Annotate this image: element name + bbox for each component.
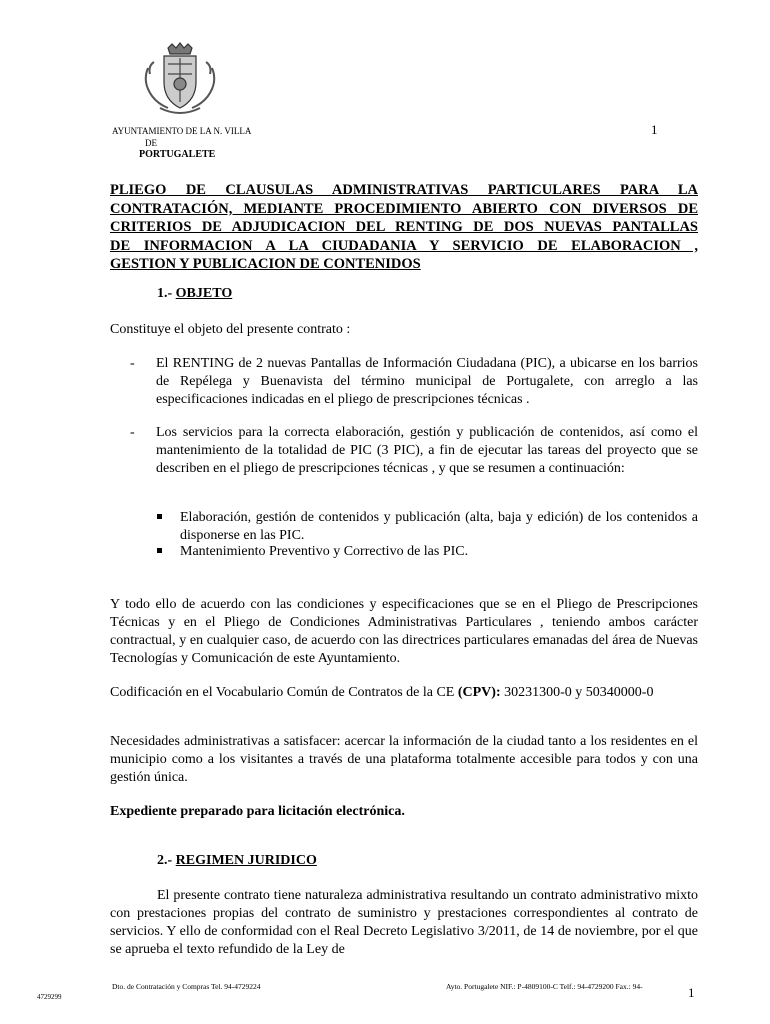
title-line: CRITERIOS DE ADJUDICACION DEL RENTING DE DOS NUEVAS PANTALLAS	[110, 219, 698, 236]
cpv-prefix: Codificación en el Vocabulario Común de Contratos de la CE	[110, 685, 458, 700]
municipality-header	[112, 125, 251, 161]
electronic-note: Expediente preparado para licitación electrónica.	[110, 804, 405, 819]
needs-paragraph: Necesidades administrativas a satisfacer: acercar la información de la ciudad tanto a los residentes en el municipio como a los visitantes a través de una plataforma totalmente accesible para todos y con una gestión única.	[110, 734, 698, 785]
section-heading-objeto	[157, 286, 232, 302]
section-number: 1.-	[157, 286, 176, 301]
sub-list-item-text: Mantenimiento Preventivo y Correctivo de las PIC.	[180, 544, 469, 559]
list-item	[130, 424, 698, 478]
cpv-label: (CPV):	[457, 685, 501, 700]
municipality-line3: PORTUGALETE	[139, 149, 216, 160]
square-bullet-icon	[157, 548, 162, 553]
page-number-bottom: 1	[688, 985, 695, 1000]
section-heading-regimen	[157, 853, 317, 869]
footer-side-code: 4729299	[37, 993, 62, 1001]
intro-paragraph: Constituye el objeto del presente contrato :	[110, 322, 351, 337]
conditions-paragraph: Y todo ello de acuerdo con las condiciones y especificaciones que se en el Pliego de Prescripciones Técnicas y en el Pliego de Condiciones Administrativas Particulares , teniendo ambos carácter contractual, y en cualquier caso, de acuerdo con las directrices particulares emanadas del área de Nuevas Tecnologías y Comunicación de este Ayuntamiento.	[110, 597, 698, 666]
dash-bullet: -	[130, 425, 135, 440]
title-line: GESTION Y PUBLICACION DE CONTENIDOS	[110, 256, 421, 273]
section-title: REGIMEN JURIDICO	[175, 853, 317, 868]
coat-of-arms-icon	[138, 42, 220, 118]
list-item	[130, 355, 698, 409]
regimen-paragraph: El presente contrato tiene naturaleza administrativa resultando un contrato administrativo mixto con prestaciones propias del contrato de suministro y prestaciones correspondientes al contrato de servicios. Y ello de conformidad con el Real Decreto Legislativo 3/2011, de 14 de noviembre, por el que se aprueba el texto refundido de la Ley de	[110, 888, 698, 957]
list-item-text: Los servicios para la correcta elaboración, gestión y publicación de contenidos, así como el mantenimiento de la totalidad de PIC (3 PIC), a fin de ejecutar las tareas del proyecto que se describen en el pliego de prescripciones técnicas , y que se resumen a continuación:	[156, 425, 698, 476]
section-title: OBJETO	[175, 286, 233, 301]
square-bullet-icon	[157, 514, 162, 519]
document-title	[110, 181, 698, 274]
list-item-text: El RENTING de 2 nuevas Pantallas de Información Ciudadana (PIC), a ubicarse en los barrios de Repélega y Buenavista del término municipal de Portugalete, con arreglo a las especificaciones indicadas en el pliego de prescripciones técnicas .	[156, 356, 698, 407]
title-line: PLIEGO DE CLAUSULAS ADMINISTRATIVAS PARTICULARES PARA LA	[110, 182, 698, 198]
sub-list-item	[157, 509, 698, 545]
cpv-paragraph	[110, 684, 698, 702]
dash-bullet: -	[130, 356, 135, 371]
municipality-line1: AYUNTAMIENTO DE LA N. VILLA	[112, 126, 252, 136]
section-number: 2.-	[157, 853, 176, 868]
footer-right: Ayto. Portugalete NIF.: P-4809100-C Telf.: 94-4729200 Fax.: 94-	[446, 982, 643, 991]
page-number-top: 1	[651, 122, 658, 137]
cpv-codes: 30231300-0 y 50340000-0	[500, 685, 654, 700]
title-line: DE INFORMACION A LA CIUDADANIA Y SERVICIO DE ELABORACION ,	[110, 237, 698, 254]
municipality-line2: DE	[145, 138, 157, 148]
sub-list-item	[157, 543, 698, 561]
sub-list-item-text: Elaboración, gestión de contenidos y publicación (alta, baja y edición) de los contenidos a disponerse en las PIC.	[180, 510, 698, 543]
footer-left: Dto. de Contratación y Compras Tel. 94-4729224	[112, 982, 261, 991]
title-line: CONTRATACIÓN, MEDIANTE PROCEDIMIENTO ABIERTO CON DIVERSOS DE	[110, 200, 698, 217]
